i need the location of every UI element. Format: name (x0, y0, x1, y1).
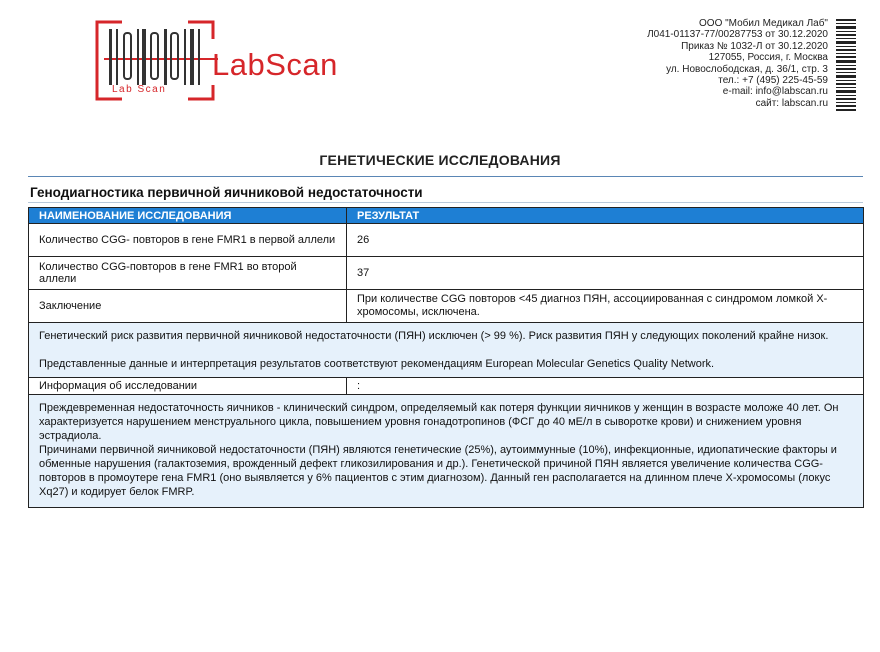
test-result: 37 (347, 257, 864, 290)
description-paragraph: Преждевременная недостаточность яичников - клинический синдром, определяемый как потеря функции яичников у женщин в возрасте моложе 40 лет. Он характеризуется нарушением менструального цикла, повышением уровня гонадотропинов (ФСГ до 40 мЕ/л в сыворотке крови) и снижением уровня эстрадиола. (39, 402, 839, 442)
test-name: Заключение (29, 290, 347, 323)
test-result: 26 (347, 224, 864, 257)
panel-title: Генодиагностика первичной яичниковой недостаточности (30, 185, 423, 200)
address-street: ул. Новослободская, д. 36/1, стр. 3 (666, 63, 828, 75)
description-paragraph: Причинами первичной яичниковой недостаточности (ПЯН) являются генетические (25%), аутоиммунные (10%), инфекционные, идиопатические факторы и обменные нарушения (галактоземия, врожденный дефект гликозилирования и др.). Генетической причиной ПЯН является увеличение количества CGG-повторов в промоутере гена FMR1 (оно выявляется у 6% пациентов с этим диагнозом). Данный ген располагается на длинном плече Х-хромосомы (локус Xq27) и кодирует белок FMRP. (39, 444, 837, 498)
test-name: Количество CGG- повторов в гене FMR1 в первой аллели (29, 224, 347, 257)
section-title: ГЕНЕТИЧЕСКИЕ ИССЛЕДОВАНИЯ (319, 152, 561, 168)
logo-wordmark: LabScan (212, 47, 338, 82)
info-label: Информация об исследовании (29, 378, 347, 395)
address-city: 127055, Россия, г. Москва (708, 52, 828, 64)
email: e-mail: info@labscan.ru (722, 86, 828, 98)
section-divider (28, 176, 863, 177)
barcode-icon (836, 19, 856, 111)
license-number: Л041-01137-77/00287753 от 30.12.2020 (647, 29, 828, 41)
results-table (28, 207, 864, 508)
description-cell (29, 395, 864, 508)
interpretation-cell (29, 323, 864, 378)
table-header-row (29, 208, 864, 224)
order-number: Приказ № 1032-Л от 30.12.2020 (681, 40, 828, 52)
panel-divider (28, 202, 863, 203)
labscan-logo (92, 17, 352, 105)
phone: тел.: +7 (495) 225-45-59 (718, 75, 828, 87)
test-name: Количество CGG-повторов в гене FMR1 во второй аллели (29, 257, 347, 290)
conclusion-result: При количестве CGG повторов <45 диагноз ПЯН, ассоциированная с синдромом ломкой Х-хромосомы, исключена. (347, 290, 864, 323)
company-info (498, 18, 828, 109)
header-result: РЕЗУЛЬТАТ (347, 208, 864, 224)
table-row (29, 378, 864, 395)
description-row (29, 395, 864, 508)
table-row (29, 290, 864, 323)
table-row (29, 224, 864, 257)
interpretation-row (29, 323, 864, 378)
logo-subtitle: Lab Scan (112, 84, 167, 95)
risk-text: Генетический риск развития первичной яичниковой недостаточности (ПЯН) исключен (> 99 %). Риск развития ПЯН у следующих поколений крайне низок. (39, 330, 829, 342)
website: сайт: labscan.ru (755, 97, 828, 109)
header-test-name: НАИМЕНОВАНИЕ ИССЛЕДОВАНИЯ (29, 208, 347, 224)
info-value: : (347, 378, 864, 395)
table-row (29, 257, 864, 290)
standard-text: Представленные данные и интерпретация результатов соответствуют рекомендациям European Molecular Genetics Quality Network. (39, 358, 715, 370)
company-name: ООО "Мобил Медикал Лаб" (699, 18, 828, 29)
